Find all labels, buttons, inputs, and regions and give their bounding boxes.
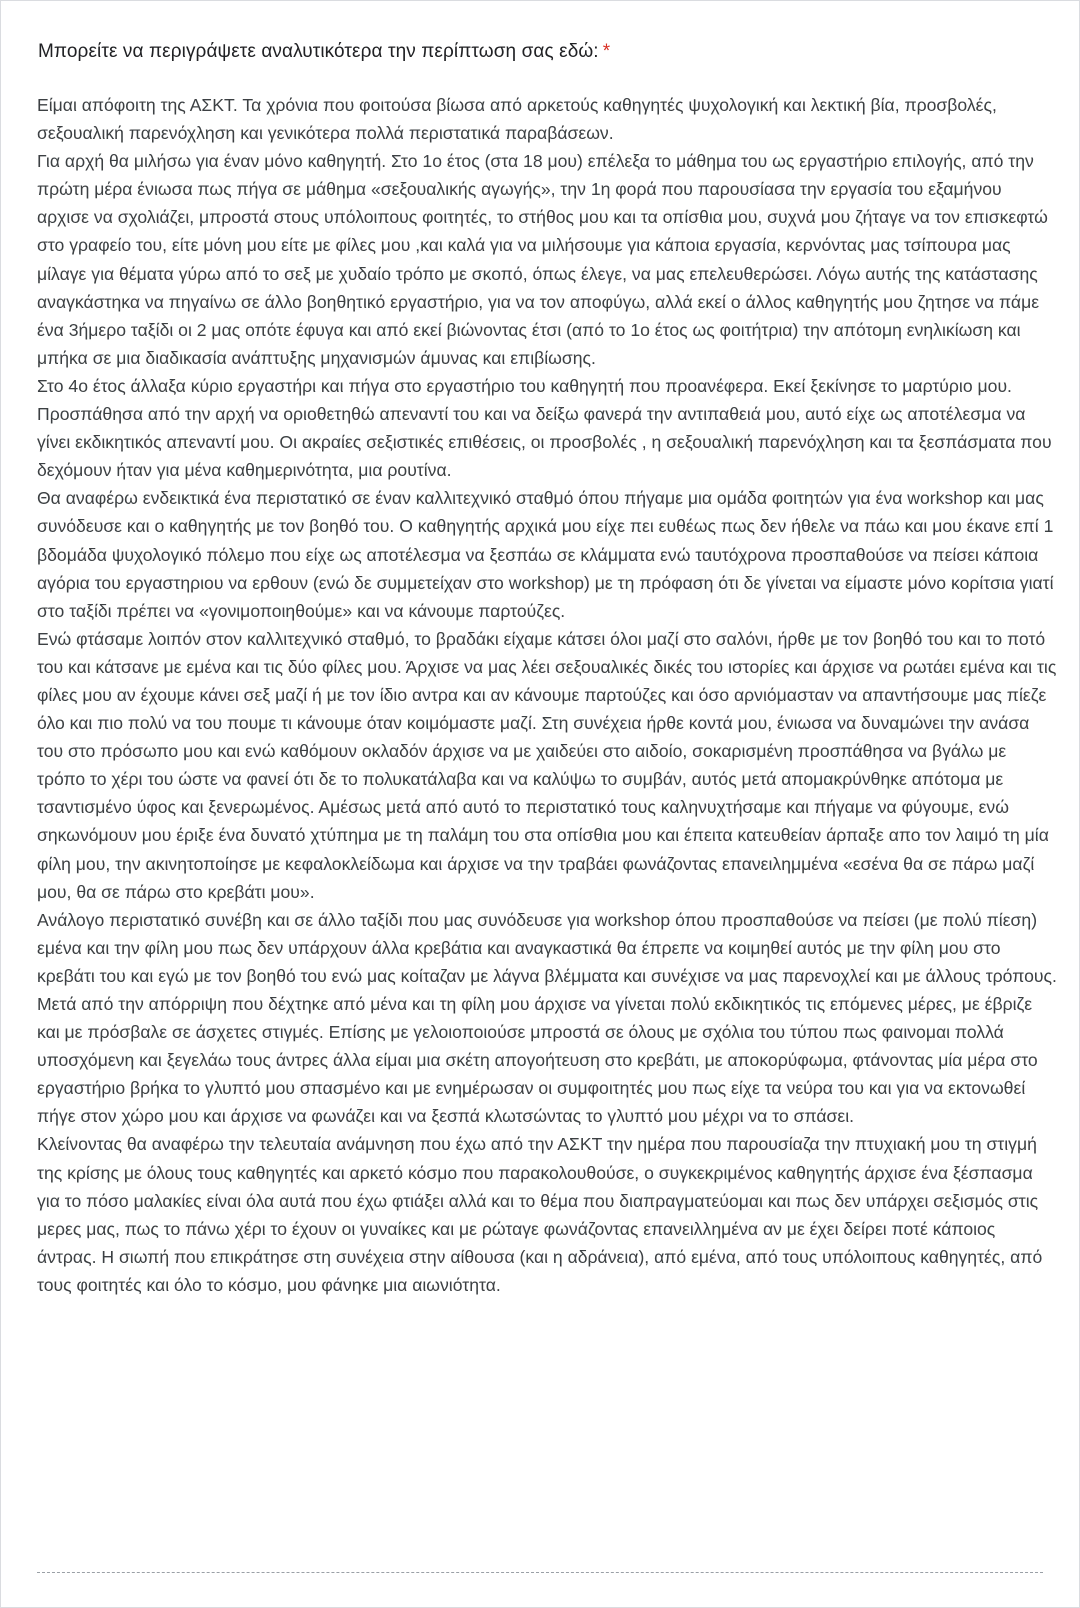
question-title (38, 41, 610, 63)
answer-paragraph: Στο 4ο έτος άλλαξα κύριο εργαστήρι και πήγα στο εργαστήριο του καθηγητή που προανέφερα. Εκεί ξεκίνησε το μαρτύριο μου. Προσπάθησα από την αρχή να οριοθετηθώ απεναντί του και να δείξω φανερά την αντιπαθειά μου, αυτό είχε ως αποτέλεσμα να γίνει εκδικητικός απεναντί μου. Οι ακραίες σεξιστικές επιθέσεις, οι προσβολές , η σεξουαλική παρενόχληση και τα ξεσπάσματα που δεχόμουν ήταν για μένα καθημερινότητα, μια ρουτίνα. (37, 375, 1052, 481)
answer-paragraph: Κλείνοντας θα αναφέρω την τελευταία ανάμνηση που έχω από την ΑΣΚΤ την ημέρα που παρουσίαζα την πτυχιακή μου τη στιγμή της κρίσης με όλους τους καθηγητές και αρκετό κόσμο που παρακολουθούσε, ο συγκεκριμένος καθηγητής άρχισε ένα ξέσπασμα για το πόσο μαλακίες είναι όλα αυτά που έχω φτιάξει αλλά και το θέμα που διαπραγματεύομαι και πως δεν υπάρχει σεξισμός στις μερες μας, πως το πάνω χέρι το έχουν οι γυναίκες και με ρώταγε φωνάζοντας επανειλλημένα αν με έχει δείρει ποτέ κάποιος άντρας. Η σιωπή που επικράτησε στη συνέχεια στην αίθουσα (και η αδράνεια), από εμένα, από τους υπόλοιπους καθηγητές, από τους φοιτητές και όλο το κόσμο, μου φάνηκε μια αιωνιότητα. (37, 1134, 1043, 1295)
question-label: Μπορείτε να περιγράψετε αναλυτικότερα την περίπτωση σας εδώ: (38, 41, 599, 62)
answer-paragraph: Για αρχή θα μιλήσω για έναν μόνο καθηγητή. Στο 1ο έτος (στα 18 μου) επέλεξα το μάθημα του ως εργαστήριο επιλογής, από την πρώτη μέρα ένιωσα πως πήγα σε μάθημα «σεξουαλικής αγωγής», την 1η φορά που παρουσίασα την εργασία του εξαμήνου αρχισε να σχολιάζει, μπροστά στους υπόλοιπους φοιτητές, το στήθος μου και τα οπίσθια μου, συχνά μου ζήταγε να τον επισκεφτώ στο γραφείο του, είτε μόνη μου είτε με φίλες μου ,και καλά για να μιλήσουμε για κάποια εργασία, κερνόντας μας τσίπουρα μας μίλαγε για θέματα γύρω από το σεξ με χυδαίο τρόπο με σκοπό, όπως έλεγε, να μας επελευθερώσει. Λόγω αυτής της κατάστασης αναγκάστηκα να πηγαίνω σε άλλο βοηθητικό εργαστήριο, για να τον αποφύγω, αλλά εκεί ο άλλος καθηγητής μου ζητησε να πάμε ένα 3ήμερο ταξίδι οι 2 μας οπότε έφυγα και από εκεί βιώνοντας έτσι (από το 1ο έτος ως φοιτήτρια) την απότομη ενηλικίωση και μπήκα σε μια διαδικασία ανάπτυξης μηχανισμών άμυνας και επιβίωσης. (37, 151, 1048, 368)
answer-paragraph: Ανάλογο περιστατικό συνέβη και σε άλλο ταξίδι που μας συνόδευσε για workshop όπου προσπαθούσε να πείσει (με πολύ πίεση) εμένα και την φίλη μου πως δεν υπάρχουν άλλα κρεβάτια και αναγκαστικά θα έπρεπε να κοιμηθεί αυτός με την φίλη μου στο κρεβάτι του και εγώ με τον βοηθό του ενώ μας κοίταζαν με λάγνα βλέμματα και συνέχισε να μας παρενοχλεί και με άλλους τρόπους. Μετά από την απόρριψη που δέχτηκε από μένα και τη φίλη μου άρχισε να γίνεται πολύ εκδικητικός τις επόμενες μέρες, με έβριζε και με πρόσβαλε σε άσχετες στιγμές. Επίσης με γελοιοποιούσε μπροστά σε όλους με σχόλια του τύπου πως φαινομαι πολλά υποσχόμενη και ξεγελάω τους άντρες άλλα είμαι μια σκέτη απογοήτευση στο κρεβάτι, με αποκορύφωμα, φτάνοντας μία μέρα στο εργαστήριο βρήκα το γλυπτό μου σπασμένο και με ενημέρωσαν οι συμφοιτητές μου πως είχε τα νεύρα του και για να εκτονωθεί πήγε στον χώρο μου και άρχισε να φωνάζει και να ξεσπά κλωτσώντας το γλυπτό μου μέχρι να το σπάσει. (37, 909, 1057, 1127)
answer-paragraph: Θα αναφέρω ενδεικτικά ένα περιστατικό σε έναν καλλιτεχνικό σταθμό όπου πήγαμε μια ομάδα φοιτητών για ένα workshop και μας συνόδευσε και ο καθηγητής με τον βοηθό του. Ο καθηγητής αρχικά μου είχε πει ευθέως πως δεν ήθελε να πάω και μου έκανε επί 1 βδομάδα ψυχολογικό πόλεμο που είχε ως αποτέλεσμα να ξεσπάω σε κλάμματα ενώ ταυτόχρονα προσπαθούσε να πείσει κάποια αγόρια του εργαστηριου να ερθουν (ενώ δε συμμετείχαν στο workshop) με τη πρόφαση ότι δε γίνεται να είμαστε μόνο κορίτσια γιατί στο ταξίδι πρέπει να «γονιμοποιηθούμε» και να κάνουμε παρτούζες. (37, 488, 1054, 621)
required-asterisk: * (602, 41, 611, 62)
long-answer-textarea[interactable] (37, 91, 1057, 1299)
answer-underline (37, 1572, 1043, 1573)
answer-paragraph: Είμαι απόφοιτη της ΑΣΚΤ. Τα χρόνια που φοιτούσα βίωσα από αρκετούς καθηγητές ψυχολογική και λεκτική βία, προσβολές, σεξουαλική παρενόχληση και γενικότερα πολλά περιστατικά παραβάσεων. (37, 95, 997, 144)
answer-paragraph: Ενώ φτάσαμε λοιπόν στον καλλιτεχνικό σταθμό, το βραδάκι είχαμε κάτσει όλοι μαζί στο σαλόνι, ήρθε με τον βοηθό του και το ποτό του και κάτσανε με εμένα και τις δύο φίλες μου. Άρχισε να μας λέει σεξουαλικές δικές του ιστορίες και άρχισε να ρωτάει εμένα και τις φίλες μου αν έχουμε κάνει σεξ μαζί ή με τον ίδιο αντρα και αν κάνουμε παρτούζες και όσο αρνιόμασταν να απαντήσουμε μας πίεζε όλο και πιο πολύ να του πουμε τι κάνουμε όταν κοιμόμαστε μαζί. Στη συνέχεια ήρθε κοντά μου, ένιωσα να δυναμώνει την ανάσα του στο πρόσωπο μου και ενώ καθόμουν οκλαδόν άρχισε να με χαιδεύει στο αιδοίο, σοκαρισμένη προσπάθησα να βγάλω με τρόπο το χέρι του ώστε να φανεί ότι δε το πολυκατάλαβα και να καλύψω το συμβάν, αυτός μετά απομακρύνθηκε απότομα με τσαντισμένο ύφος και ξενερωμένος. Αμέσως μετά από αυτό το περιστατικό τους καληνυχτήσαμε και πήγαμε να φύγουμε, ενώ σηκωνόμουν μου έριξε ένα δυνατό χτύπημα με τη παλάμη του στα οπίσθια μου και έπειτα κατευθείαν άρπαξε απο τον λαιμό τη μία φίλη μου, την ακινητοποίησε με κεφαλοκλείδωμα και άρχισε να την τραβάει φωνάζοντας επανειλημμένα «εσένα θα σε πάρω μαζί μου, θα σε πάρω στο κρεβάτι μου». (37, 628, 1057, 902)
